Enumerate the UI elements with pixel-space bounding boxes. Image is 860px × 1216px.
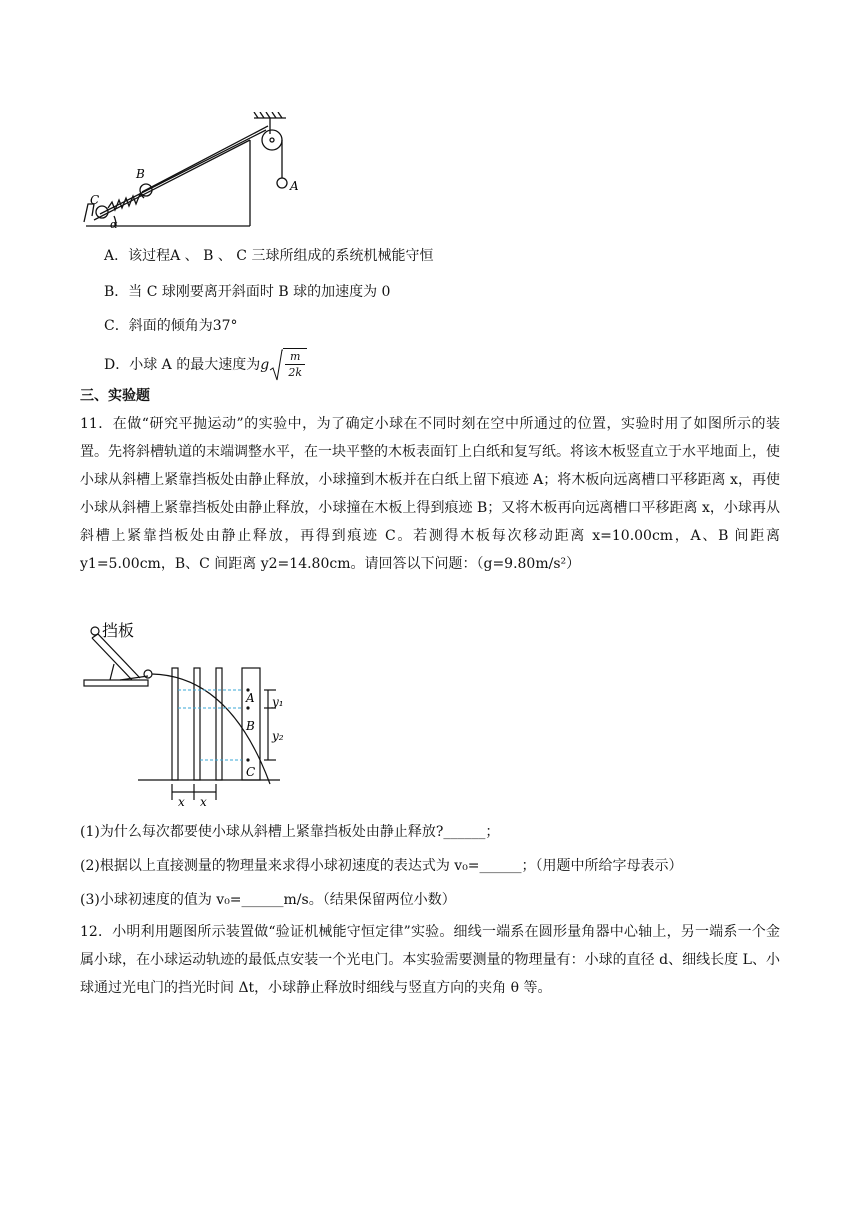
q11-sub3: (3)小球初速度的值为 v₀=______m/s。（结果保留两位小数） — [80, 892, 456, 908]
projectile-figure — [80, 616, 300, 812]
fig2-label-x2: x — [200, 795, 207, 809]
fraction-numerator: m — [283, 348, 307, 364]
label-alpha: α — [110, 218, 118, 231]
label-C: C — [90, 193, 100, 207]
option-b: B．当 C 球刚要离开斜面时 B 球的加速度为 0 — [104, 284, 391, 300]
option-d — [104, 348, 309, 382]
fig2-label-y2: y₂ — [272, 729, 284, 743]
q11-paragraph: 11．在做“研究平抛运动”的实验中，为了确定小球在不同时刻在空中所通过的位置，实验时用了如图所示的装置。先将斜槽轨道的末端调整水平，在一块平整的木板表面钉上白纸和复写纸。将该木板竖直立于水平地面上，使小球从斜槽上紧靠挡板处由静止释放，小球撞到木板并在白纸上留下痕迹 A；将木板向远离槽口平移距离 x，再使小球从斜槽上紧靠挡板处由静止释放，小球撞在木板上得到痕迹 B；又将木板再向远离槽口平移距离 x，小球再从斜槽上紧靠挡板处由静止释放，再得到痕迹 C。若测得木板每次移动距离 x=10.00cm，A、B 间距离 y1=5.00cm，B、C 间距离 y2=14.80cm。请回答以下问题：（g=9.80m/s²） — [80, 416, 780, 572]
fraction-denominator: 2k — [285, 364, 305, 381]
section-heading: 三、实验题 — [80, 388, 150, 404]
q12-paragraph: 12．小明利用题图所示装置做“验证机械能守恒定律”实验。细线一端系在圆形量角器中心轴上，另一端系一个金属小球，在小球运动轨迹的最低点安装一个光电门。本实验需要测量的物理量有：小球的直径 d、细线长度 L、小球通过光电门的挡光时间 Δt，小球静止释放时细线与竖直方向的夹角 θ 等。 — [80, 924, 780, 996]
incline-figure — [78, 112, 308, 234]
sqrt-expression — [269, 348, 309, 382]
fig2-label-y1: y₁ — [272, 695, 284, 709]
q11-sub1: (1)为什么每次都要使小球从斜槽上紧靠挡板处由静止释放?______； — [80, 824, 500, 840]
fig2-label-B: B — [246, 719, 255, 733]
fig2-label-C: C — [246, 765, 256, 779]
fig2-label-A: A — [246, 691, 255, 705]
fig2-label-x1: x — [178, 795, 185, 809]
option-d-g: g — [260, 357, 270, 373]
label-B: B — [136, 167, 145, 181]
label-A: A — [290, 179, 299, 193]
sqrt-sign — [269, 348, 283, 382]
baffle-label: 挡板 — [102, 621, 135, 640]
q11-sub2: (2)根据以上直接测量的物理量来求得小球初速度的表达式为 v₀=______；（用题中所给字母表示） — [80, 858, 683, 874]
option-a: A．该过程A 、 B 、 C 三球所组成的系统机械能守恒 — [104, 248, 434, 264]
option-d-text: D．小球 A 的最大速度为 — [104, 357, 261, 373]
option-c: C．斜面的倾角为37° — [104, 318, 238, 334]
